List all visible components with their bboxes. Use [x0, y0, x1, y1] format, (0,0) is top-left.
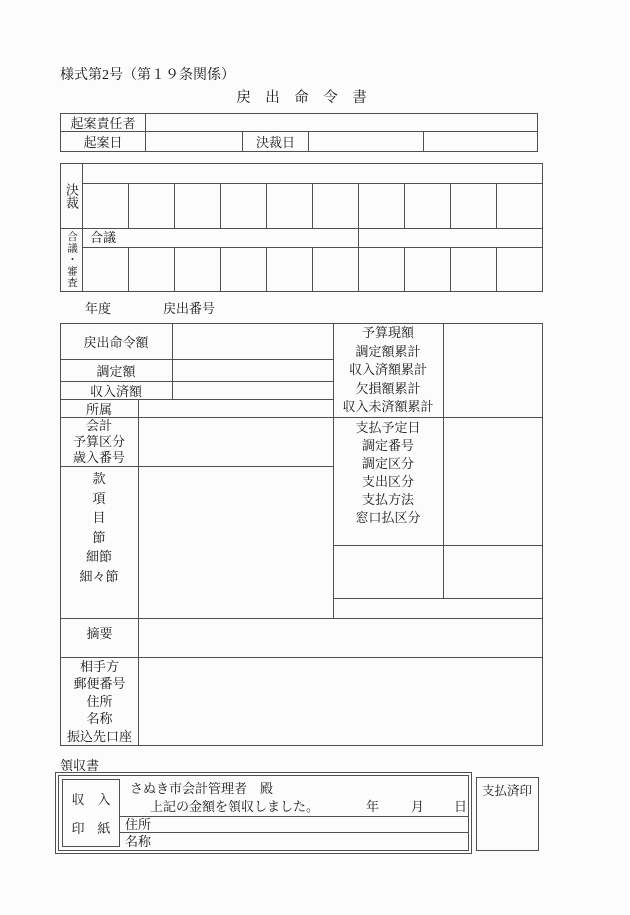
- draft-date-label: 起案日: [83, 135, 123, 150]
- council-review-label: 合議・審査: [66, 230, 77, 289]
- summary-block-labels: [334, 324, 442, 417]
- account-numbers-field[interactable]: [139, 418, 333, 466]
- receipt-year-label: 年: [366, 799, 380, 814]
- payment-details-field[interactable]: [444, 418, 542, 545]
- receipt-month-label: 月: [411, 799, 425, 814]
- form-number-note: 様式第2号（第１９条関係）: [60, 68, 235, 83]
- approval-date-label: 決裁日: [255, 135, 295, 150]
- account-block-labels: [61, 418, 137, 466]
- payment-date-label: 支払予定日: [355, 420, 421, 435]
- approval-date-field[interactable]: [309, 132, 423, 151]
- bank-account-label: 振込先口座: [66, 728, 132, 744]
- receipt-address-label: 住所: [125, 817, 152, 832]
- received-total-label: 収入済額累計: [348, 362, 427, 378]
- council-field[interactable]: [359, 229, 542, 247]
- receipt-statement: 上記の金額を領収しました。: [150, 799, 320, 814]
- received-amount-field[interactable]: [173, 382, 333, 399]
- decision-label: 決裁: [64, 182, 79, 209]
- name-label: 名称: [86, 711, 113, 727]
- budget-code-labels: [61, 469, 137, 614]
- fiscal-year-label: 年度: [85, 301, 112, 316]
- budget-category-label: 予算区分: [72, 434, 125, 449]
- counter-payment-label: 窓口払区分: [355, 510, 421, 525]
- remarks-label: 摘要: [86, 626, 113, 641]
- revenue-stamp-line1: 収 入: [71, 792, 111, 808]
- counterpart-label: 相手方: [79, 658, 119, 674]
- repayment-number-label: 戻出番号: [163, 301, 216, 316]
- assessed-amount-field[interactable]: [173, 360, 333, 381]
- revenue-number-label: 歳入番号: [72, 450, 125, 465]
- receipt-day-label: 日: [454, 799, 468, 814]
- receipt-addressee: さぬき市会計管理者 殿: [130, 781, 274, 796]
- account-label: 会計: [85, 418, 112, 433]
- revenue-stamp-box[interactable]: [62, 779, 120, 847]
- aux-right-field[interactable]: [444, 546, 542, 598]
- drafter-field[interactable]: [146, 114, 537, 131]
- order-amount-label: 戻出命令額: [83, 335, 149, 350]
- affiliation-field[interactable]: [139, 400, 333, 417]
- expenditure-category-label: 支出区分: [361, 474, 414, 489]
- council-label: 合議: [90, 230, 117, 245]
- loss-total-label: 欠損額累計: [355, 380, 421, 396]
- subnode-label: 細節: [85, 549, 112, 564]
- unreceived-total-label: 収入未済額累計: [342, 399, 434, 415]
- draft-date-field[interactable]: [146, 132, 242, 151]
- receipt-name-label: 名称: [125, 834, 152, 849]
- subsubnode-label: 細々節: [79, 568, 119, 584]
- assessed-amount-label: 調定額: [96, 364, 136, 379]
- detail-label: 目: [92, 510, 106, 525]
- decision-stamp-row[interactable]: [83, 184, 542, 227]
- budget-current-label: 予算現額: [361, 325, 414, 341]
- assessment-number-label: 調定番号: [361, 438, 414, 453]
- remarks-field[interactable]: [139, 619, 542, 657]
- paid-stamp-label: 支払済印: [482, 784, 533, 798]
- payee-field[interactable]: [139, 658, 542, 746]
- aux-bottom-field[interactable]: [334, 599, 542, 618]
- section-label: 款: [92, 471, 106, 486]
- payee-block-labels: [61, 658, 138, 745]
- revenue-stamp-line2: 印 紙: [71, 820, 111, 836]
- receipt-address-field[interactable]: [155, 817, 468, 832]
- affiliation-label: 所属: [85, 402, 112, 417]
- review-stamp-row[interactable]: [83, 248, 542, 291]
- aux-left-field[interactable]: [334, 546, 443, 598]
- paid-stamp-box[interactable]: [476, 777, 539, 851]
- summary-amounts-field[interactable]: [444, 324, 542, 417]
- assessed-total-label: 調定額累計: [355, 343, 421, 359]
- approval-date-aux-field[interactable]: [424, 132, 537, 151]
- received-amount-label: 収入済額: [89, 384, 142, 399]
- receipt-section-label: 領収書: [60, 758, 100, 773]
- drafter-label: 起案責任者: [70, 116, 136, 131]
- order-amount-field[interactable]: [173, 324, 333, 359]
- address-label: 住所: [86, 693, 113, 709]
- receipt-name-field[interactable]: [155, 833, 468, 850]
- page-title: 戻 出 命 令 書: [236, 89, 367, 106]
- postal-code-label: 郵便番号: [73, 676, 126, 692]
- node-label: 節: [92, 529, 106, 545]
- assessment-category-label: 調定区分: [361, 456, 414, 471]
- budget-code-field[interactable]: [139, 467, 333, 618]
- item-label: 項: [92, 490, 106, 506]
- payment-method-label: 支払方法: [361, 492, 414, 507]
- payment-block-labels: [334, 419, 442, 527]
